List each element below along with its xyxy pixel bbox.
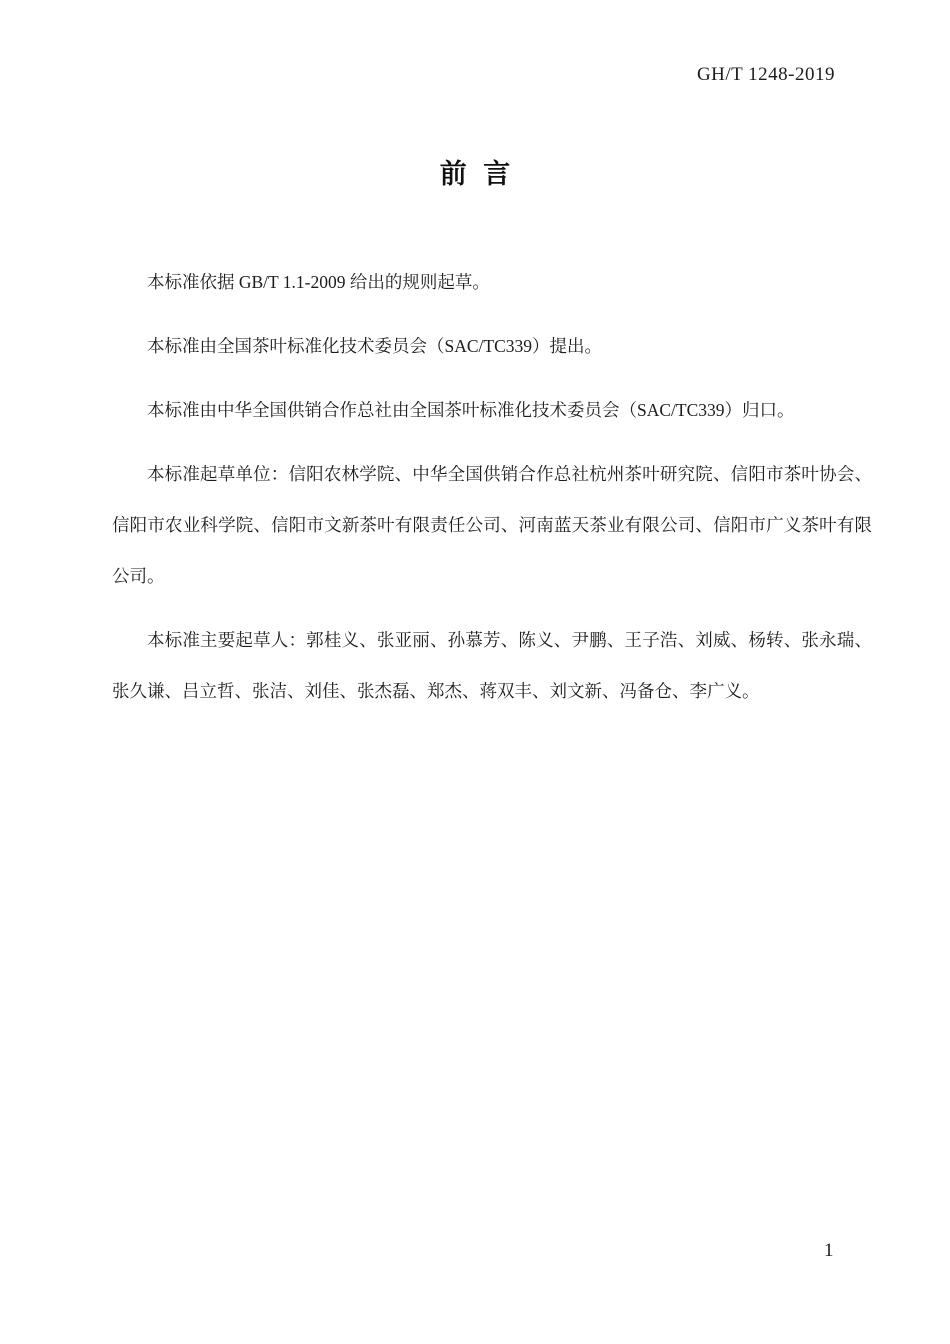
- paragraph-proposed-by: 本标准由全国茶叶标准化技术委员会（SAC/TC339）提出。: [147, 336, 603, 356]
- paragraph-under-jurisdiction: 本标准由中华全国供销合作总社由全国茶叶标准化技术委员会（SAC/TC339）归口。: [147, 400, 795, 420]
- standard-code: GH/T 1248-2019: [696, 64, 835, 85]
- page-number: 1: [824, 1240, 834, 1261]
- paragraph-drafting-organizations: 本标准起草单位：信阳农林学院、中华全国供销合作总社杭州茶叶研究院、信阳市茶叶协会、信阳市农业科学院、信阳市文新茶叶有限责任公司、河南蓝天茶业有限公司、信阳市广义茶叶有限公司。: [112, 464, 872, 586]
- page-title: 前 言: [439, 159, 511, 189]
- foreword-body: [112, 257, 872, 730]
- paragraph-main-drafters: 本标准主要起草人：郭桂义、张亚丽、孙慕芳、陈义、尹鹏、王子浩、刘威、杨转、张永瑞、张久谦、吕立哲、张洁、刘佳、张杰磊、郑杰、蒋双丰、刘文新、冯备仓、李广义。: [112, 630, 872, 701]
- paragraph-drafting-rules: 本标准依据 GB/T 1.1-2009 给出的规则起草。: [147, 272, 490, 292]
